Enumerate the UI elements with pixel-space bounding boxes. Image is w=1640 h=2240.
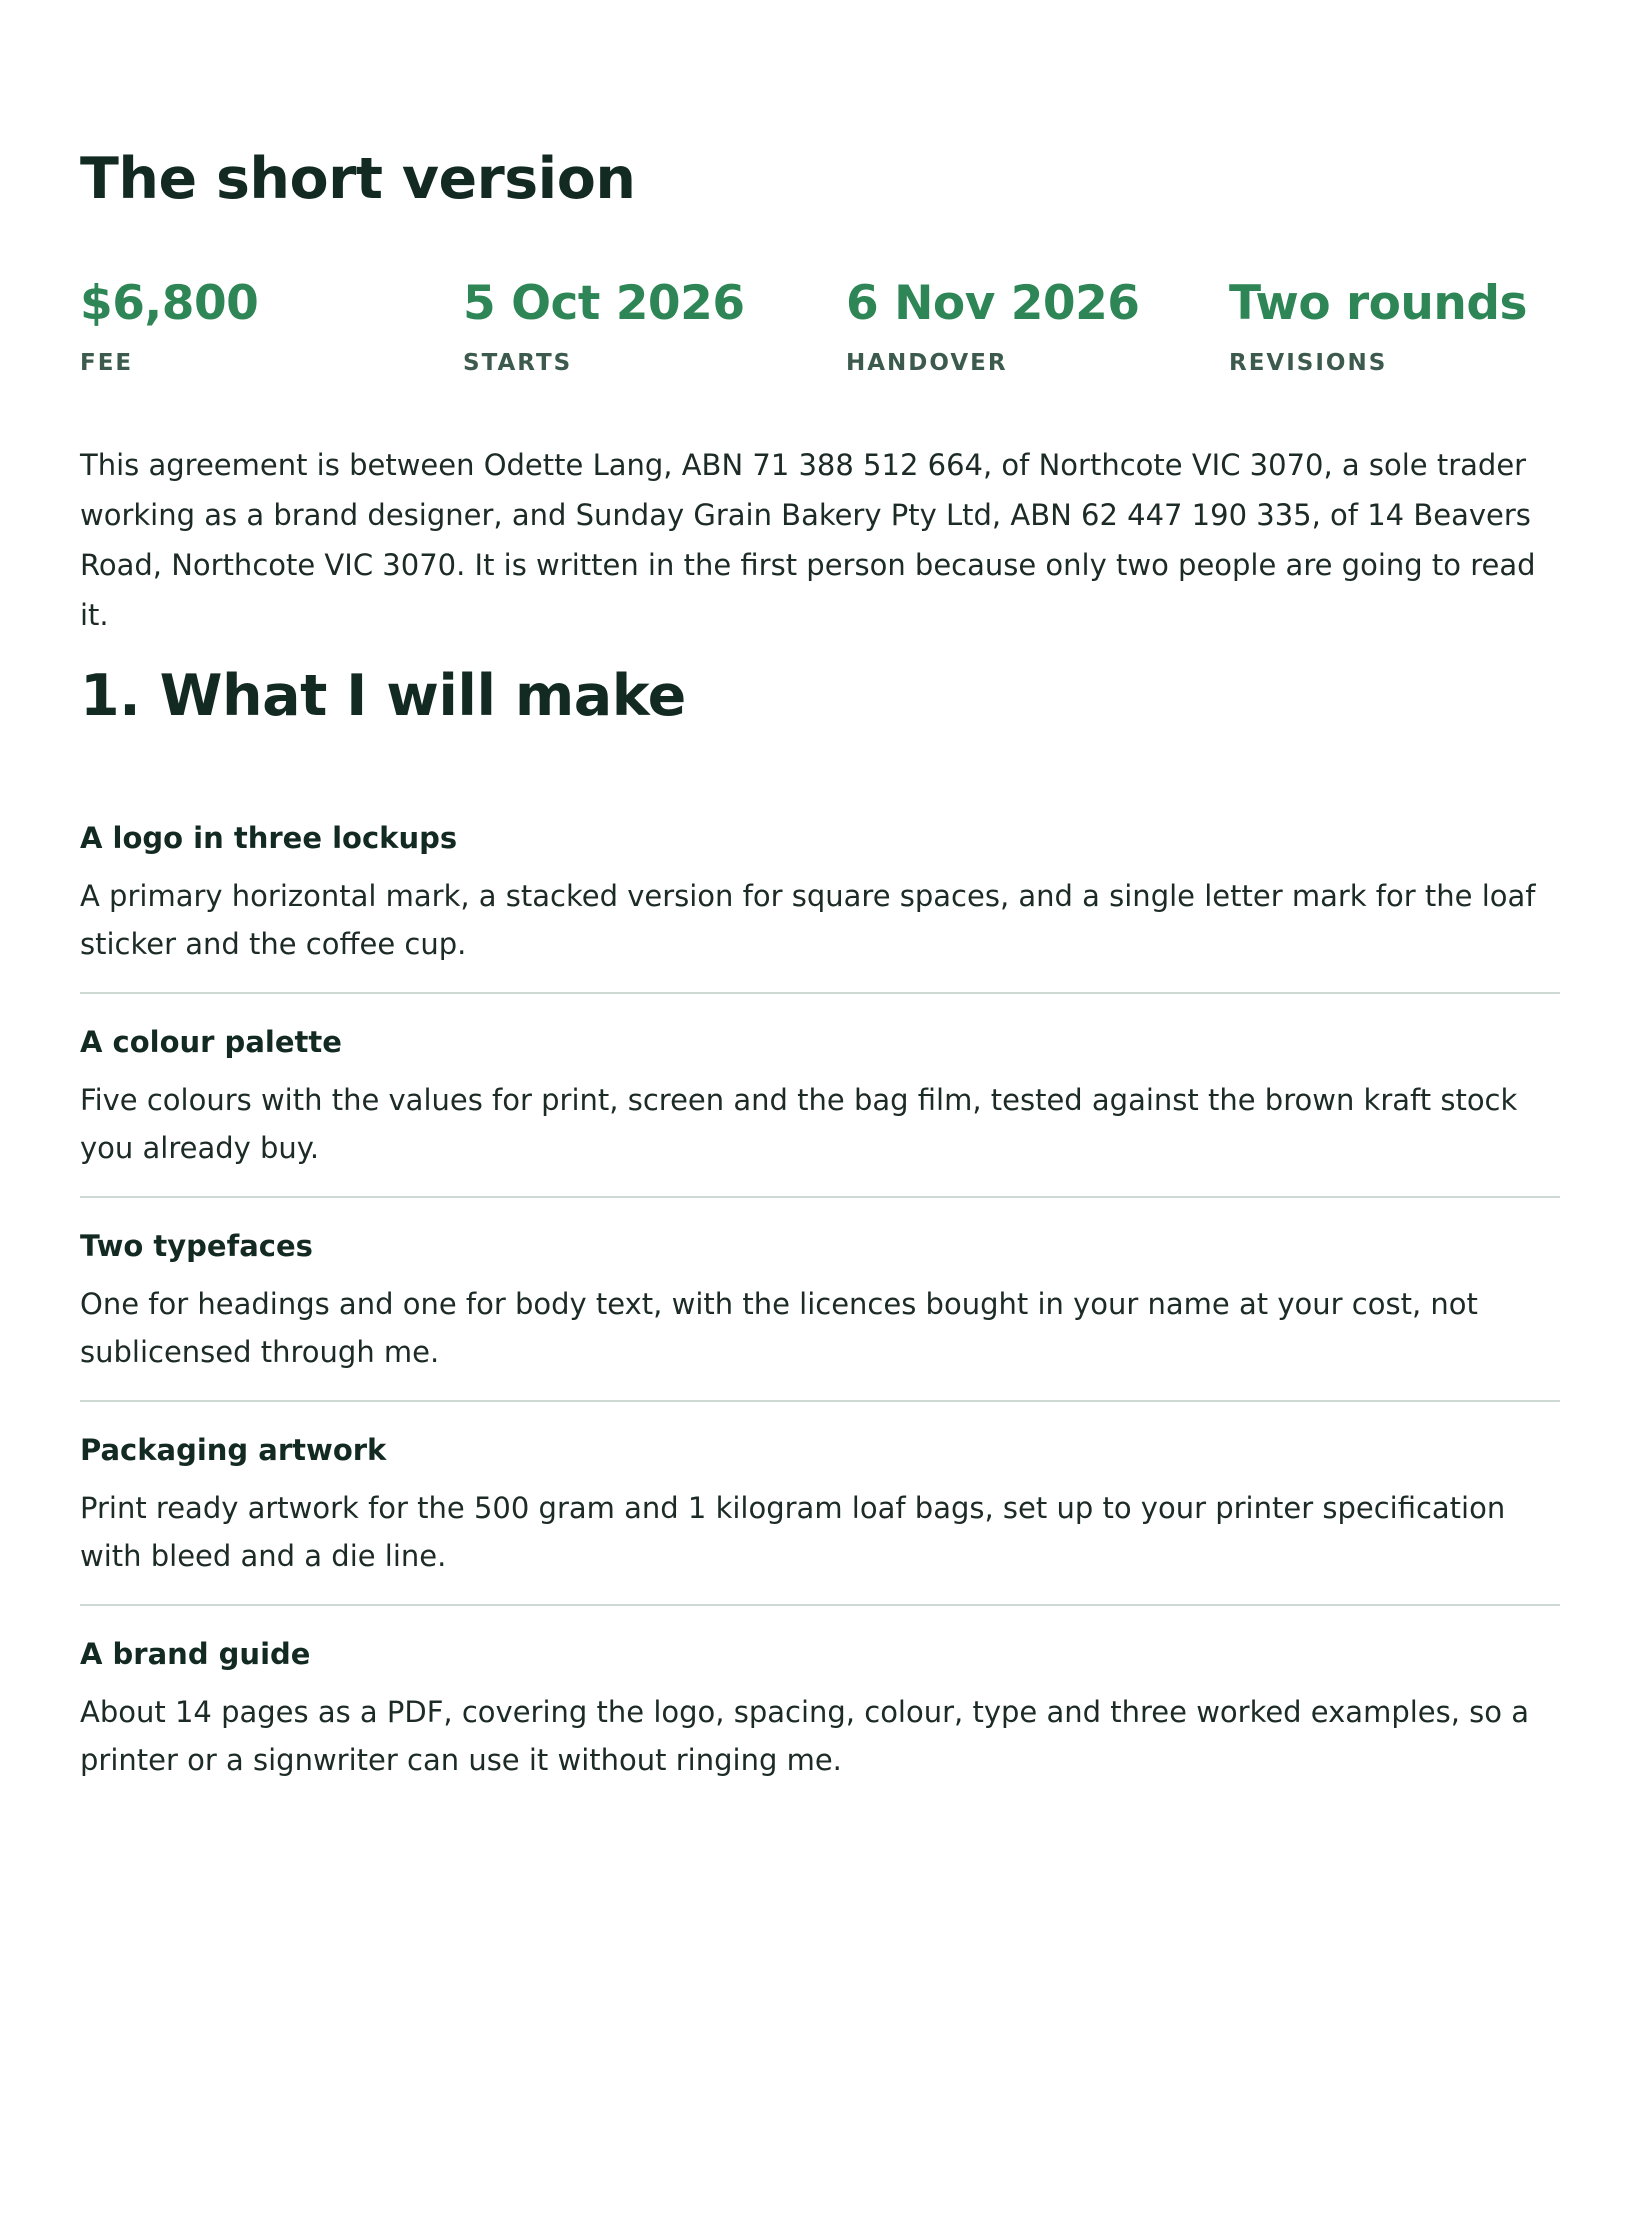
deliverable-title: Packaging artwork bbox=[80, 1433, 387, 1467]
stat-value: 5 Oct 2026 bbox=[463, 276, 745, 331]
deliverable-title: A colour palette bbox=[80, 1025, 342, 1059]
stat-label: REVISIONS bbox=[1229, 349, 1388, 376]
section-title-short-version: The short version bbox=[80, 146, 636, 212]
deliverable-description: Five colours with the values for print, screen and the bag film, tested against the brown kraft stock you already buy. bbox=[80, 1083, 1518, 1165]
deliverable-description: One for headings and one for body text, with the licences bought in your name at your cost, not sublicensed through me. bbox=[80, 1287, 1478, 1369]
key-terms-stats bbox=[80, 278, 1560, 376]
deliverable-description: Print ready artwork for the 500 gram and 1 kilogram loaf bags, set up to your printer specification with bleed and a die line. bbox=[80, 1491, 1506, 1573]
list-item bbox=[80, 1430, 1560, 1606]
deliverable-title: Two typefaces bbox=[80, 1229, 313, 1263]
stat-value: Two rounds bbox=[1229, 276, 1527, 331]
list-item bbox=[80, 1226, 1560, 1402]
list-item bbox=[80, 1634, 1560, 1808]
stat-label: FEE bbox=[80, 349, 134, 376]
stat-revisions bbox=[1229, 278, 1612, 376]
deliverables-list bbox=[80, 818, 1560, 1836]
deliverable-title: A brand guide bbox=[80, 1637, 311, 1671]
stat-label: STARTS bbox=[463, 349, 573, 376]
stat-fee bbox=[80, 278, 463, 376]
stat-handover bbox=[846, 278, 1229, 376]
deliverable-description: About 14 pages as a PDF, covering the logo, spacing, colour, type and three worked examples, so a printer or a signwriter can use it without ringing me. bbox=[80, 1695, 1530, 1777]
section-title-what-i-will-make: 1. What I will make bbox=[80, 663, 686, 729]
stat-value: 6 Nov 2026 bbox=[846, 276, 1140, 331]
deliverable-title: A logo in three lockups bbox=[80, 821, 458, 855]
deliverable-description: A primary horizontal mark, a stacked version for square spaces, and a single letter mark for the loaf sticker and the coffee cup. bbox=[80, 879, 1536, 961]
stat-starts bbox=[463, 278, 846, 376]
agreement-intro-paragraph: This agreement is between Odette Lang, ABN 71 388 512 664, of Northcote VIC 3070, a sole trader working as a brand designer, and Sunday Grain Bakery Pty Ltd, ABN 62 447 190 335, of 14 Beavers Road, Northcote VIC 3070. It is written in the first person because only two people are going to read it. bbox=[80, 448, 1536, 632]
stat-value: $6,800 bbox=[80, 276, 259, 331]
list-item bbox=[80, 1022, 1560, 1198]
stat-label: HANDOVER bbox=[846, 349, 1008, 376]
list-item bbox=[80, 818, 1560, 994]
